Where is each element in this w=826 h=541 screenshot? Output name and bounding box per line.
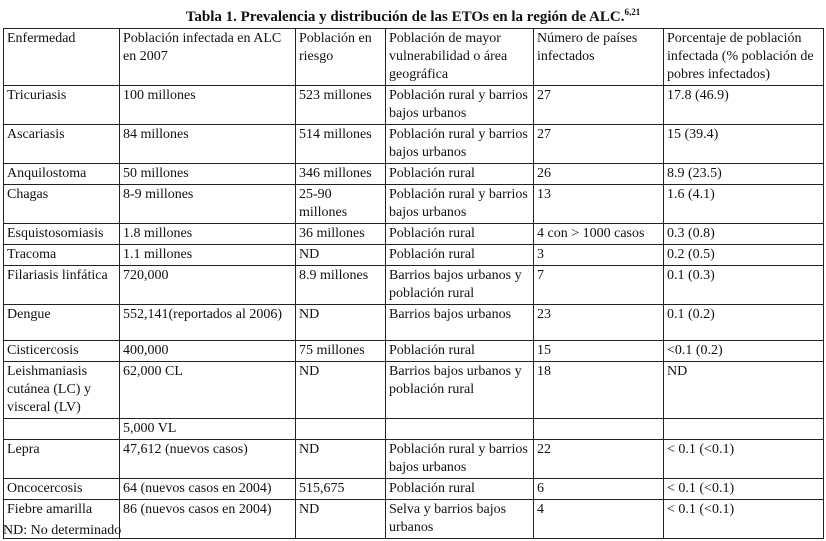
table-cell: Esquistosomiasis — [4, 224, 120, 245]
title-reference: 6,21 — [624, 7, 641, 17]
table-cell: 100 millones — [120, 86, 296, 125]
table-cell: Chagas — [4, 185, 120, 224]
table-cell: Población rural — [386, 245, 534, 266]
table-cell: < 0.1 (<0.1) — [664, 440, 824, 479]
header-cell: Número de países infectados — [534, 29, 664, 86]
table-cell: 13 — [534, 185, 664, 224]
table-row — [4, 86, 824, 125]
table-row — [4, 500, 824, 539]
table-cell: 75 millones — [296, 341, 386, 362]
table-cell: 1.8 millones — [120, 224, 296, 245]
table-cell — [534, 419, 664, 440]
table-cell: Tracoma — [4, 245, 120, 266]
table-cell: 17.8 (46.9) — [664, 86, 824, 125]
table-cell: Oncocercosis — [4, 479, 120, 500]
table-cell: 4 — [534, 500, 664, 539]
table-body — [4, 29, 824, 539]
table-cell: Selva y barrios bajos urbanos — [386, 500, 534, 539]
table-cell: 8.9 (23.5) — [664, 164, 824, 185]
table-row — [4, 164, 824, 185]
table-cell: 3 — [534, 245, 664, 266]
table-cell: Población rural — [386, 341, 534, 362]
table-cell: 400,000 — [120, 341, 296, 362]
header-cell: Enfermedad — [4, 29, 120, 86]
header-cell: Población infectada en ALC en 2007 — [120, 29, 296, 86]
table-cell: 514 millones — [296, 125, 386, 164]
table-cell: 50 millones — [120, 164, 296, 185]
table-cell — [664, 419, 824, 440]
table-row — [4, 266, 824, 305]
table-cell: 552,141(reportados al 2006) — [120, 305, 296, 341]
table-cell: 27 — [534, 86, 664, 125]
table-cell: Población rural y barrios bajos urbanos — [386, 86, 534, 125]
table-title — [0, 3, 826, 26]
table-cell: ND — [664, 362, 824, 419]
table-cell: 26 — [534, 164, 664, 185]
table-cell: 22 — [534, 440, 664, 479]
table-cell: 36 millones — [296, 224, 386, 245]
header-cell: Porcentaje de población infectada (% población de pobres infectados) — [664, 29, 824, 86]
table-cell: Barrios bajos urbanos y población rural — [386, 266, 534, 305]
table-cell: Tricuriasis — [4, 86, 120, 125]
table-title-text: Tabla 1. Prevalencia y distribución de las ETOs en la región de ALC. — [185, 9, 625, 25]
header-cell: Población de mayor vulnerabilidad o área geográfica — [386, 29, 534, 86]
table-cell: 64 (nuevos casos en 2004) — [120, 479, 296, 500]
table-row — [4, 185, 824, 224]
table-cell: 47,612 (nuevos casos) — [120, 440, 296, 479]
prevalence-table — [3, 28, 824, 539]
table-cell: 0.3 (0.8) — [664, 224, 824, 245]
table-cell: 0.1 (0.2) — [664, 305, 824, 341]
footnote: ND: No determinado — [3, 523, 122, 538]
table-cell: 23 — [534, 305, 664, 341]
table-row — [4, 419, 824, 440]
table-cell — [296, 419, 386, 440]
table-cell: ND — [296, 305, 386, 341]
table-cell: 523 millones — [296, 86, 386, 125]
table-cell: 8-9 millones — [120, 185, 296, 224]
table-cell: 27 — [534, 125, 664, 164]
table-cell: Dengue — [4, 305, 120, 341]
table-cell: 18 — [534, 362, 664, 419]
table-cell: 6 — [534, 479, 664, 500]
table-cell: Población rural y barrios bajos urbanos — [386, 125, 534, 164]
table-cell — [4, 419, 120, 440]
table-cell: ND — [296, 500, 386, 539]
table-row — [4, 440, 824, 479]
table-cell — [386, 419, 534, 440]
table-cell: Ascariasis — [4, 125, 120, 164]
table-cell: < 0.1 (<0.1) — [664, 500, 824, 539]
table-row — [4, 224, 824, 245]
table-cell: Población rural y barrios bajos urbanos — [386, 185, 534, 224]
table-row — [4, 125, 824, 164]
table-row — [4, 245, 824, 266]
table-cell: Población rural — [386, 224, 534, 245]
table-row — [4, 305, 824, 341]
table-cell: ND — [296, 362, 386, 419]
table-row — [4, 341, 824, 362]
table-cell: 86 (nuevos casos en 2004) — [120, 500, 296, 539]
table-cell: Leishmaniasis cutánea (LC) y visceral (LV) — [4, 362, 120, 419]
table-cell: Lepra — [4, 440, 120, 479]
table-cell: 1.6 (4.1) — [664, 185, 824, 224]
table-cell: < 0.1 (<0.1) — [664, 479, 824, 500]
table-cell: 346 millones — [296, 164, 386, 185]
table-cell: 1.1 millones — [120, 245, 296, 266]
table-cell: <0.1 (0.2) — [664, 341, 824, 362]
table-cell: 0.2 (0.5) — [664, 245, 824, 266]
table-cell: Población rural y barrios bajos urbanos — [386, 440, 534, 479]
table-cell: 720,000 — [120, 266, 296, 305]
table-cell: Población rural — [386, 479, 534, 500]
table-cell: 8.9 millones — [296, 266, 386, 305]
table-row — [4, 479, 824, 500]
table-cell: 62,000 CL — [120, 362, 296, 419]
table-cell: 15 (39.4) — [664, 125, 824, 164]
table-cell: Filariasis linfática — [4, 266, 120, 305]
header-row — [4, 29, 824, 86]
table-cell: Anquilostoma — [4, 164, 120, 185]
table-cell: Población rural — [386, 164, 534, 185]
header-cell: Población en riesgo — [296, 29, 386, 86]
table-cell: ND — [296, 245, 386, 266]
table-row — [4, 362, 824, 419]
table-cell: Cisticercosis — [4, 341, 120, 362]
table-cell: 15 — [534, 341, 664, 362]
table-cell: ND — [296, 440, 386, 479]
table-cell: Barrios bajos urbanos — [386, 305, 534, 341]
table-cell: Barrios bajos urbanos y población rural — [386, 362, 534, 419]
table-cell: 5,000 VL — [120, 419, 296, 440]
table-cell: 7 — [534, 266, 664, 305]
table-cell: 84 millones — [120, 125, 296, 164]
table-cell: 515,675 — [296, 479, 386, 500]
table-cell: 25-90 millones — [296, 185, 386, 224]
table-cell: 4 con > 1000 casos — [534, 224, 664, 245]
table-cell: 0.1 (0.3) — [664, 266, 824, 305]
table-cell: Fiebre amarilla — [4, 500, 120, 539]
